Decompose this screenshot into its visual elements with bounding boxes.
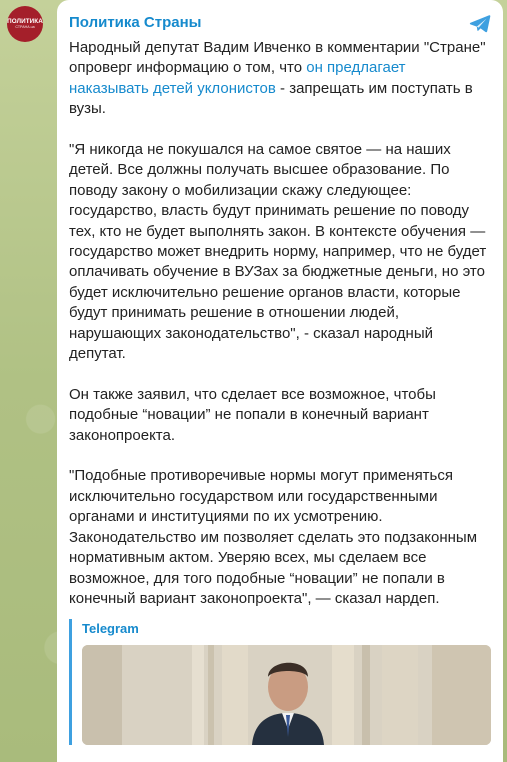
message-text [69,38,489,609]
channel-name[interactable]: Политика Страны [69,14,202,31]
channel-avatar[interactable] [7,6,43,42]
message-paragraph-3: Он также заявил, что сделает все возможное, чтобы подобные “новации” не попали в конечный вариант законопроекта. [69,385,436,444]
link-preview[interactable] [69,619,489,745]
message-paragraph-2: "Я никогда не покушался на самое святое — на наших детей. Все должны получать высшее образование. По поводу закону о мобилизации скажу следующее: государство, власть будут принимать решение по поводу тех, кто не будет выполнять закон. В контексте обучения — государство может внедрить норму, например, что не будет оплачивать обучение в ВУЗах за бюджетные деньги, но это будет исключительно решение органов власти, которые будут принимать решение в отношении людей, нарушающих законодательство", - сказал народный депутат. [69,141,487,363]
preview-image[interactable] [82,645,491,745]
article-link[interactable]: он предлагает наказывать детей уклонистов [69,59,406,97]
preview-site-name: Telegram [82,620,139,636]
p1-text-before: Народный депутат Вадим Ивченко в комментарии "Стране" опроверг информацию о том, что [69,39,486,77]
message-paragraph-1 [69,38,489,120]
p1-text-after: - запрещать им поступать в вузы. [69,79,473,118]
avatar-logo-subtext: СТРАНА.ua [15,25,35,29]
share-icon[interactable] [469,14,491,34]
message-bubble [57,0,503,762]
avatar-logo-text: ПОЛИТИКА [7,18,43,25]
message-paragraph-4: "Подобные противоречивые нормы могут применяться исключительно государством или государственными органами и институциями по их усмотрению. Законодательство им позволяет сделать это подзаконным нормативным актом. Уверяю всех, мы сделаем все возможное, для того подобные “новации” не попали в конечный вариант законопроекта", — сказал нардеп. [69,467,478,607]
